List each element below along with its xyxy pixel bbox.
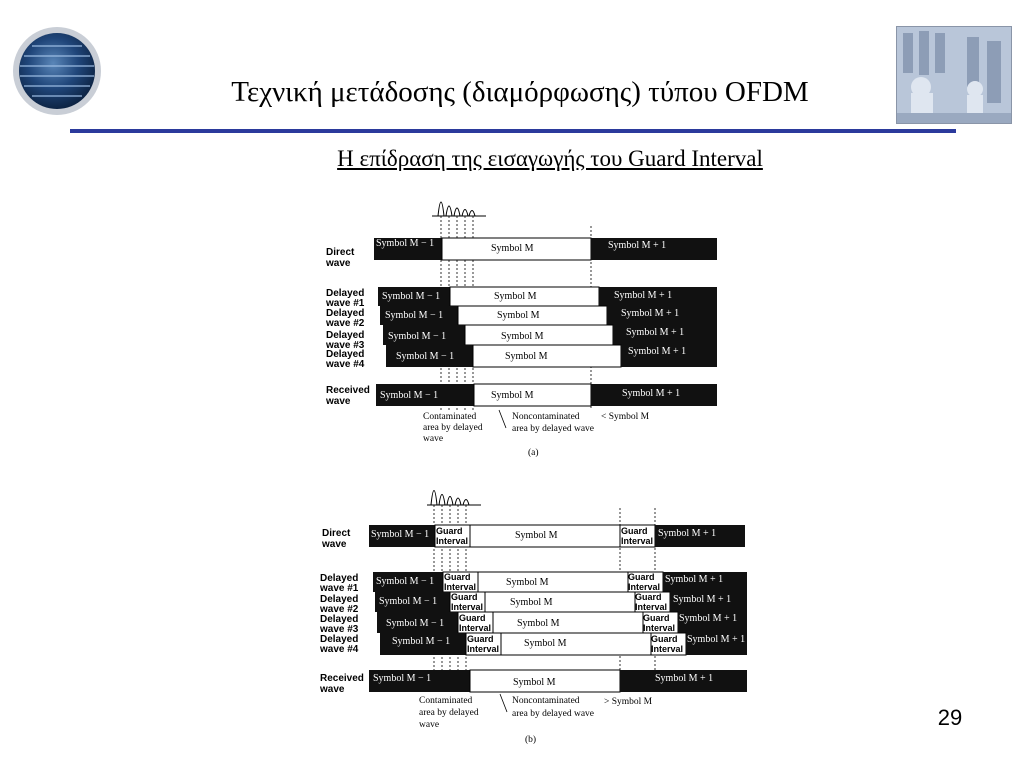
- next-symbol-label: Symbol M + 1: [658, 528, 717, 539]
- guard-label-2: Interval: [643, 623, 676, 633]
- delayed-wave-3-row-b: [377, 612, 747, 633]
- prev-symbol-label: Symbol M − 1: [371, 529, 430, 540]
- received-wave-row-b: [369, 670, 747, 692]
- row-label-delayed1-b-2: wave #1: [320, 583, 359, 594]
- slide-subtitle: Η επίδραση της εισαγωγής του Guard Interval: [337, 146, 763, 171]
- note-compare-a: < Symbol M: [601, 412, 650, 422]
- cur-symbol-label: Symbol M: [491, 243, 534, 254]
- prev-symbol-label: Symbol M − 1: [379, 596, 438, 607]
- row-label-delayed2-a-2: wave #2: [326, 318, 365, 329]
- multipath-pulses-a: [432, 202, 486, 216]
- next-symbol-label: Symbol M + 1: [665, 574, 724, 585]
- next-symbol-label: Symbol M + 1: [673, 594, 732, 605]
- note-contaminated-a-1: Contaminated: [423, 412, 477, 422]
- guard-label-2: Interval: [628, 582, 661, 592]
- row-label-delayed2-b-2: wave #2: [320, 604, 359, 615]
- note-contaminated-b-2: area by delayed: [419, 708, 479, 718]
- row-label-delayed3-a: Delayed: [326, 330, 365, 341]
- row-label-delayed1-a-2: wave #1: [326, 298, 365, 309]
- prev-symbol-label: Symbol M − 1: [373, 673, 432, 684]
- received-wave-row-a: [376, 384, 717, 406]
- direct-wave-row-b: [369, 525, 745, 547]
- row-label-delayed2-a: Delayed: [326, 308, 365, 319]
- guard-label: Guard: [621, 526, 648, 536]
- guard-label: Guard: [451, 592, 478, 602]
- guard-label-2: Interval: [635, 602, 668, 612]
- note-noncontaminated-b-1: Noncontaminated: [512, 696, 580, 706]
- next-symbol-label: Symbol M + 1: [679, 613, 738, 624]
- cur-symbol-label: Symbol M: [494, 291, 537, 302]
- row-label-delayed3-b-2: wave #3: [320, 624, 359, 635]
- guard-label: Guard: [436, 526, 463, 536]
- direct-wave-row-a: [374, 238, 717, 260]
- row-label-delayed1-b: Delayed: [320, 573, 359, 584]
- guard-label-2: Interval: [651, 644, 684, 654]
- delayed-wave-2-row-a: [380, 306, 717, 325]
- next-symbol-label: Symbol M + 1: [608, 240, 667, 251]
- cur-symbol-label: Symbol M: [513, 677, 556, 688]
- guard-label: Guard: [651, 634, 678, 644]
- row-label-delayed3-b: Delayed: [320, 614, 359, 625]
- delayed-wave-1-row-a: [378, 287, 717, 306]
- caption-a: (a): [528, 448, 539, 458]
- cur-symbol-label: Symbol M: [524, 638, 567, 649]
- row-label-delayed3-a-2: wave #3: [326, 340, 365, 351]
- delayed-wave-4-row-a: [386, 345, 717, 367]
- guard-label-2: Interval: [451, 602, 484, 612]
- row-label-delayed4-a: Delayed: [326, 349, 365, 360]
- prev-symbol-label: Symbol M − 1: [392, 636, 451, 647]
- cur-symbol-label: Symbol M: [517, 618, 560, 629]
- prev-symbol-label: Symbol M − 1: [388, 331, 447, 342]
- note-noncontaminated-a-1: Noncontaminated: [512, 412, 580, 422]
- cur-symbol-label: Symbol M: [506, 577, 549, 588]
- row-label-delayed2-b: Delayed: [320, 594, 359, 605]
- delayed-wave-1-row-b: [373, 572, 747, 592]
- note-noncontaminated-a-2: area by delayed wave: [512, 424, 595, 434]
- next-symbol-label: Symbol M + 1: [687, 634, 746, 645]
- guard-label-2: Interval: [467, 644, 500, 654]
- multipath-pulses-b: [427, 491, 481, 506]
- prev-symbol-label: Symbol M − 1: [380, 390, 439, 401]
- row-label-delayed4-b: Delayed: [320, 634, 359, 645]
- note-contaminated-b-3: wave: [419, 720, 440, 730]
- guard-label: Guard: [459, 613, 486, 623]
- prev-symbol-label: Symbol M − 1: [396, 351, 455, 362]
- row-label-received-b: Received: [320, 673, 364, 684]
- guard-label-2: Interval: [436, 536, 469, 546]
- next-symbol-label: Symbol M + 1: [628, 346, 687, 357]
- figure-b: [319, 491, 747, 746]
- prev-symbol-label: Symbol M − 1: [376, 576, 435, 587]
- slide-title: Τεχνική μετάδοσης (διαμόρφωσης) τύπου OFDM: [231, 76, 809, 108]
- note-arrow-b: [500, 694, 507, 712]
- next-symbol-label: Symbol M + 1: [621, 308, 680, 319]
- note-compare-b: > Symbol M: [604, 697, 653, 707]
- guard-label: Guard: [643, 613, 670, 623]
- row-label-direct-b-2: wave: [322, 539, 347, 550]
- row-label-delayed1-a: Delayed: [326, 288, 365, 299]
- prev-symbol-label: Symbol M − 1: [386, 618, 445, 629]
- cur-symbol-label: Symbol M: [510, 597, 553, 608]
- row-label-direct-a-2: wave: [326, 258, 351, 269]
- next-symbol-label: Symbol M + 1: [626, 327, 685, 338]
- note-noncontaminated-b-2: area by delayed wave: [512, 709, 595, 719]
- caption-b: (b): [525, 735, 537, 745]
- row-label-delayed4-a-2: wave #4: [326, 359, 365, 370]
- cur-symbol-label: Symbol M: [501, 331, 544, 342]
- note-contaminated-a-3: wave: [423, 434, 444, 444]
- cur-symbol-label: Symbol M: [505, 351, 548, 362]
- delayed-wave-2-row-b: [375, 592, 747, 612]
- prev-symbol-label: Symbol M − 1: [382, 291, 441, 302]
- figure-a: [325, 202, 717, 458]
- row-label-received-b-2: wave: [320, 684, 345, 695]
- row-label-direct-a: Direct: [326, 247, 355, 258]
- cur-symbol-label: Symbol M: [491, 390, 534, 401]
- row-label-received-a: Received: [326, 385, 370, 396]
- guard-label-2: Interval: [621, 536, 654, 546]
- cur-symbol-label: Symbol M: [497, 310, 540, 321]
- guard-label-2: Interval: [444, 582, 477, 592]
- prev-symbol-label: Symbol M − 1: [376, 238, 435, 249]
- delayed-wave-3-row-a: [383, 325, 717, 345]
- guard-label: Guard: [467, 634, 494, 644]
- next-symbol-label: Symbol M + 1: [622, 388, 681, 399]
- prev-symbol-label: Symbol M − 1: [385, 310, 444, 321]
- note-arrow-a: [499, 410, 506, 428]
- row-label-delayed4-b-2: wave #4: [320, 644, 359, 655]
- row-label-direct-b: Direct: [322, 528, 351, 539]
- guard-label: Guard: [628, 572, 655, 582]
- row-label-received-a-2: wave: [326, 396, 351, 407]
- next-symbol-label: Symbol M + 1: [614, 290, 673, 301]
- note-contaminated-a-2: area by delayed: [423, 423, 483, 433]
- next-symbol-label: Symbol M + 1: [655, 673, 714, 684]
- guard-label: Guard: [635, 592, 662, 602]
- page-number: 29: [937, 705, 963, 730]
- note-contaminated-b-1: Contaminated: [419, 696, 473, 706]
- cur-symbol-label: Symbol M: [515, 530, 558, 541]
- delayed-wave-4-row-b: [380, 633, 747, 655]
- guard-label-2: Interval: [459, 623, 492, 633]
- guard-label: Guard: [444, 572, 471, 582]
